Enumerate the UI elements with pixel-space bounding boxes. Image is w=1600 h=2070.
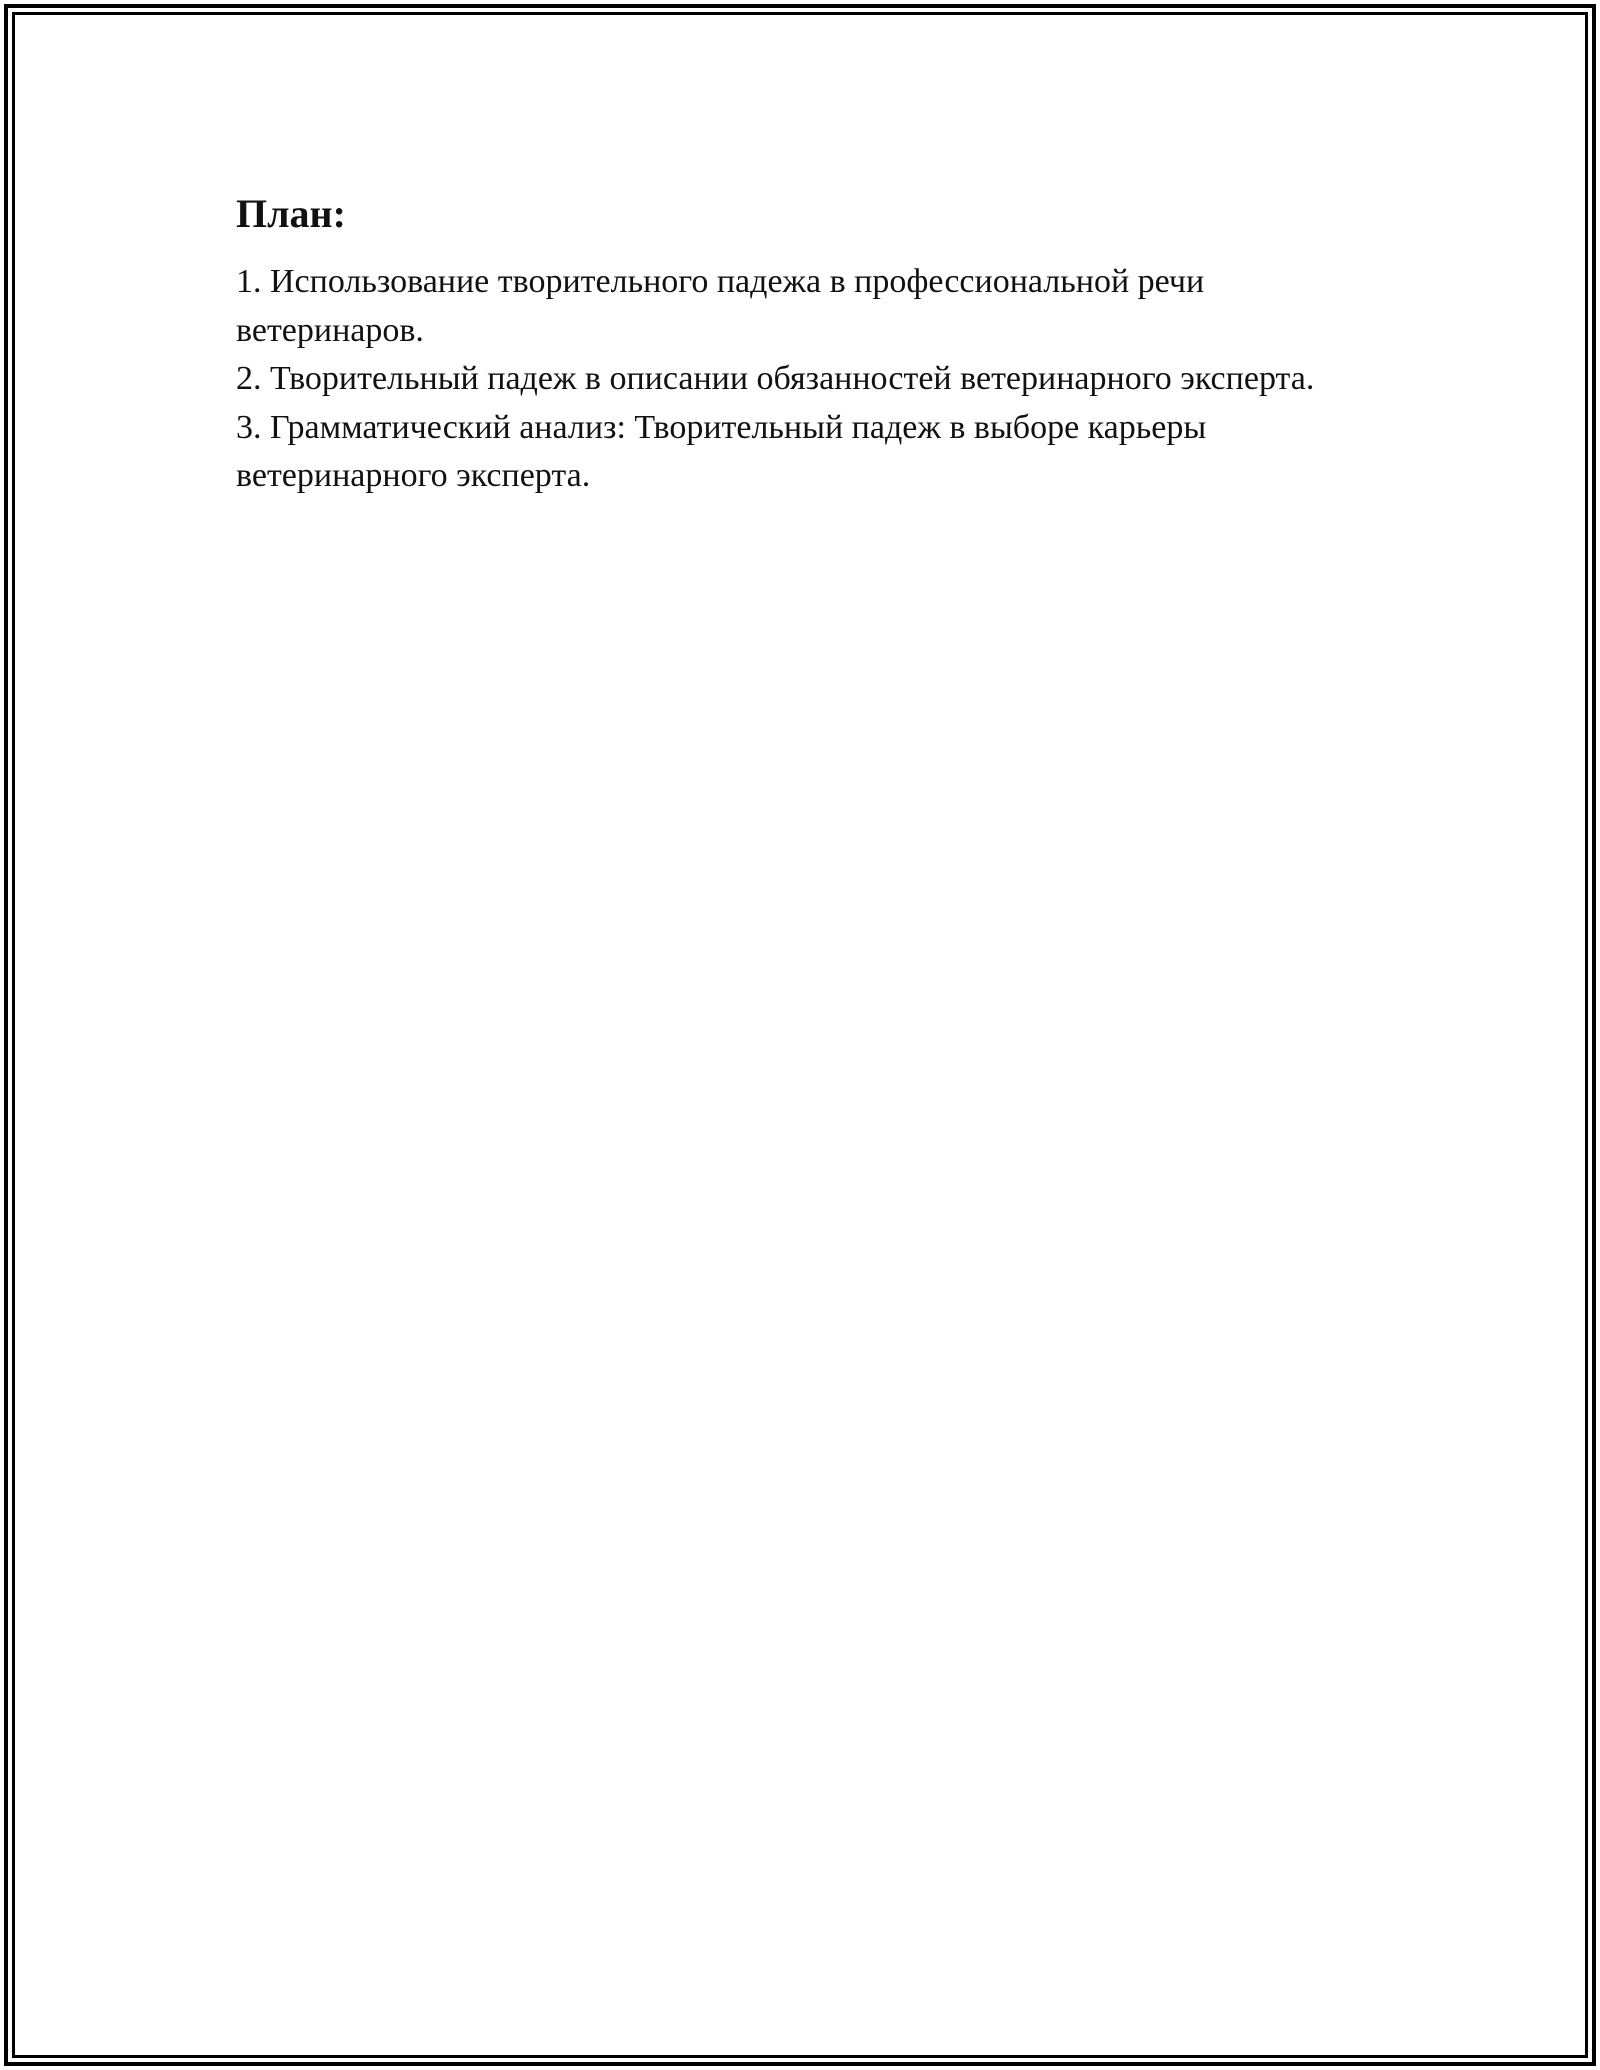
plan-heading: План: <box>236 191 346 236</box>
plan-item-2: 2. Творительный падеж в описании обязанностей ветеринарного эксперта. <box>236 360 1315 397</box>
page-content <box>236 184 1396 501</box>
plan-item-3: 3. Грамматический анализ: Творительный падеж в выборе карьеры ветеринарного эксперта. <box>236 408 1207 494</box>
plan-item-1: 1. Использование творительного падежа в профессиональной речи ветеринаров. <box>236 263 1205 349</box>
plan-list <box>236 258 1396 501</box>
